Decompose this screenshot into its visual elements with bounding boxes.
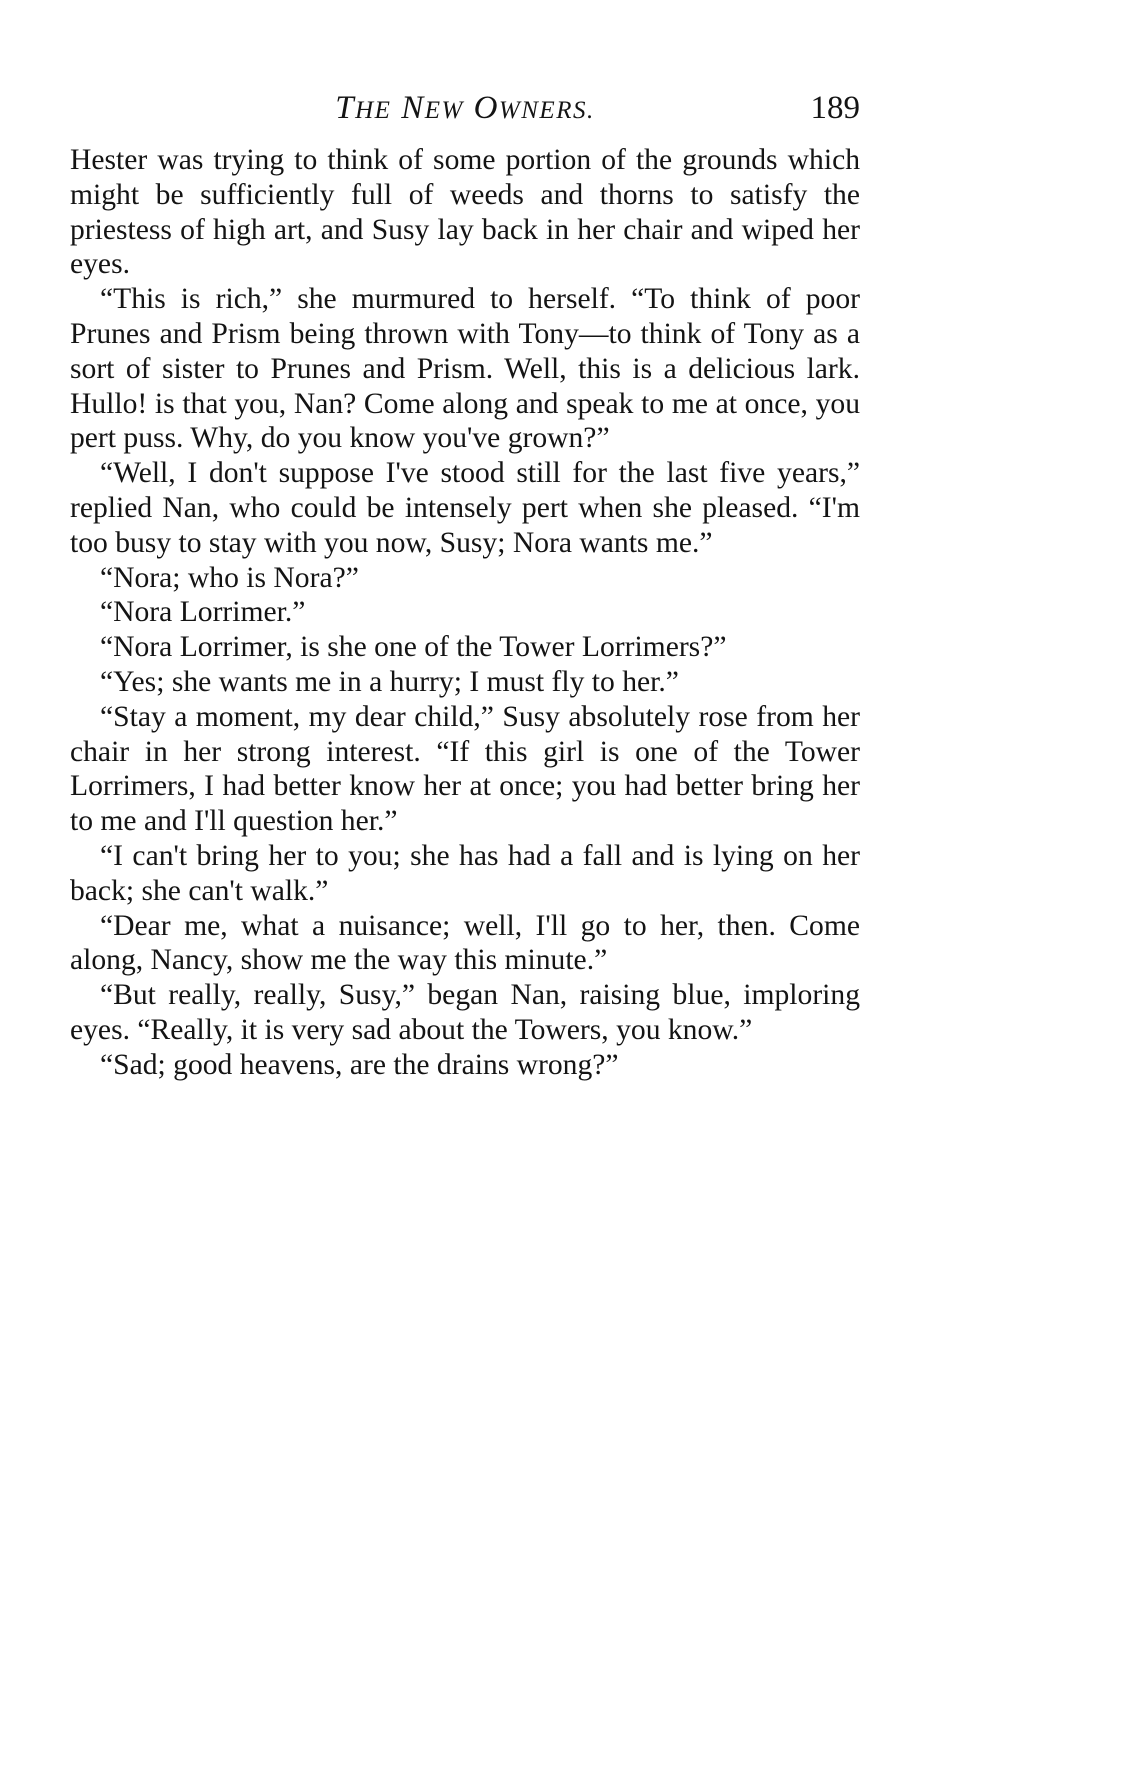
paragraph: “Nora Lorrimer, is she one of the Tower Lorrimers?”: [100, 631, 727, 664]
paragraph: “This is rich,” she murmured to herself. “To think of poor Prunes and Prism being thrown with Tony—to think of Tony as a sort of sister to Prunes and Prism. Well, this is a delicious lark. Hullo! is that you, Nan? Come along and speak to me at once, you pert puss. Why, do you know you've grown?”: [70, 283, 860, 455]
paragraph: “Nora; who is Nora?”: [100, 561, 359, 594]
paragraph: “Well, I don't suppose I've stood still for the last five years,” replied Nan, who could be intensely pert when she pleased. “I'm too busy to stay with you now, Susy; Nora wants me.”: [70, 457, 860, 559]
paragraph: “Stay a moment, my dear child,” Susy absolutely rose from her chair in her strong interest. “If this girl is one of the Tower Lorrimers, I had better know her at once; you had better bring her to me and I'll question her.”: [70, 700, 860, 838]
running-title: THE NEW OWNERS.: [335, 90, 595, 126]
paragraph: “But really, really, Susy,” began Nan, raising blue, imploring eyes. “Really, it is very sad about the Towers, you know.”: [70, 979, 860, 1046]
paragraph: “Yes; she wants me in a hurry; I must fly to her.”: [100, 665, 679, 698]
paragraph: “Dear me, what a nuisance; well, I'll go to her, then. Come along, Nancy, show me the way this minute.”: [70, 909, 860, 977]
paragraph: “Nora Lorrimer.”: [100, 596, 306, 629]
paragraph: “Sad; good heavens, are the drains wrong?”: [100, 1048, 619, 1081]
page-number: 189: [810, 90, 860, 126]
page-header: [70, 86, 860, 130]
paragraph: “I can't bring her to you; she has had a fall and is lying on her back; she can't walk.”: [70, 839, 860, 907]
body-text: [70, 143, 860, 1083]
paragraph: Hester was trying to think of some portion of the grounds which might be sufficiently full of weeds and thorns to satisfy the priestess of high art, and Susy lay back in her chair and wiped her eyes.: [70, 144, 860, 281]
